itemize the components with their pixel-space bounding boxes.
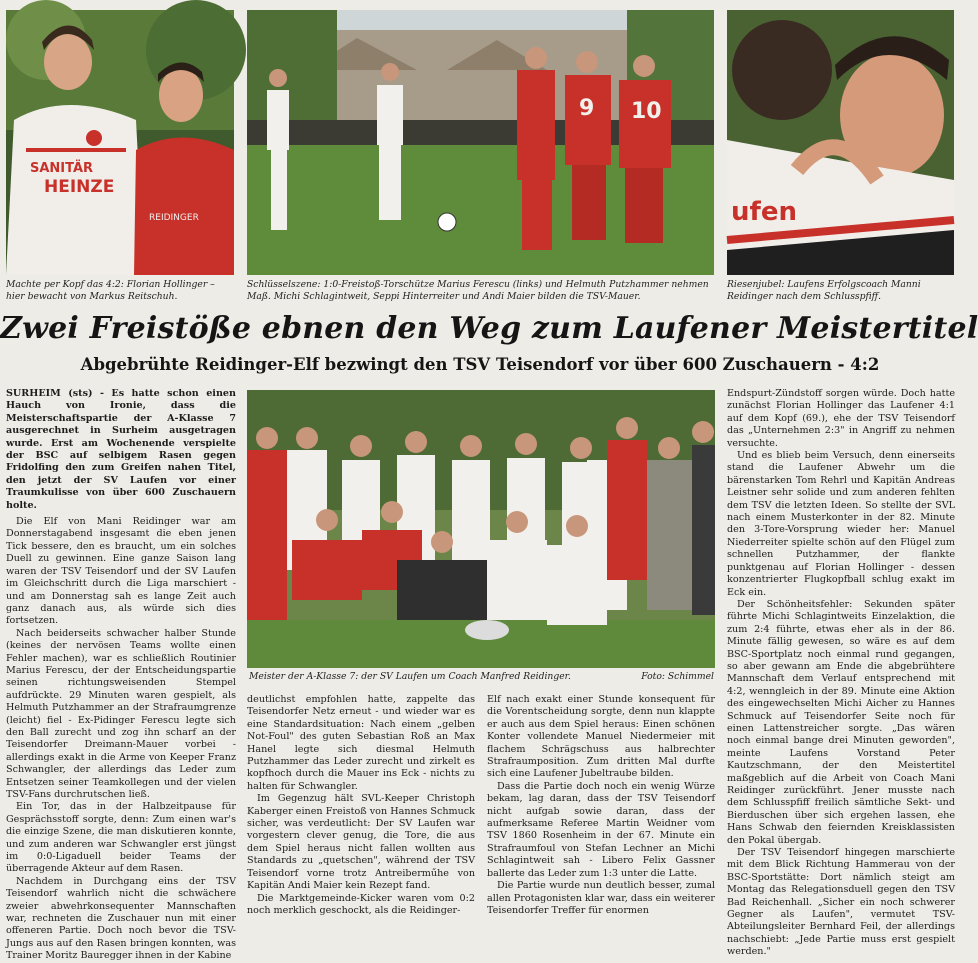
paragraph: Im Gegenzug hält SVL-Keeper Christoph Kaberger einen Freistoß von Hannes Schmuck sicher, was verdeutlicht: Der SV Laufen war vorgestern clever genug, die Tore, die aus dem Spiel heraus nicht fallen wollten aus Standards zu „quetschen", während der TSV Teisendorf vorne trotz Antreiberműhe von Kapitän Andi Maier kein Rezept fand.	[247, 793, 475, 892]
jersey-text-laufen: ufen	[731, 197, 797, 227]
lead-text: - Es hatte schon einen Hauch von Ironie, dass die Meisterschaftspartie der A-Klasse 7 ausgerechnet in Surheim ausgetragen wurde. Erst am Wochenende verspielte der BSC auf selbigem Rasen gegen Fridolfing den zum Greifen nahen Titel, den jetzt der SV Laufen vor einer Traumkulisse von über 600 Zuschauern holte.	[6, 388, 236, 511]
paragraph: Der Schönheitsfehler: Sekunden später führte Michi Schlagintweits Einzelaktion, die zum 2:4 führte, etwas eher als in der 86. Minute fällig gewesen, so wäre es auf dem BSC-Sportplatz noch einmal rund gegangen, so aber gewann am Ende die abgebrühtere Mannschaft dem Verlauf entsprechend mit 4:2, wenngleich in der 89. Minute eine Aktion des eingewechselten Michi Aicher zu Hannes Schmuck auf Teisendorfer Seite noch für einen Lattenstreicher sorgte. „Das wären noch einmal bange drei Minuten geworden", meinte Laufens Vorstand Peter Kautzschmann, der den Meistertitel maßgeblich auf die Arbeit von Coach Mani Reidinger zurückführt. Jener musste nach dem Schlusspfiff freilich sämtliche Sekt- und Bierduschen über sich ergehen lassen, ehe Hans Schwab den feiernden Kreisklassisten den Pokal übergab.	[727, 598, 955, 846]
article-column-3	[487, 694, 715, 916]
article-column-2	[247, 694, 475, 916]
jersey-text-heinze: HEINZE	[44, 177, 115, 197]
jersey-text-sanitaer: SANITÄR	[30, 161, 94, 176]
paragraph: Die Marktgemeinde-Kicker waren vom 0:2 noch merklich geschockt, als die Reidinger-	[247, 892, 475, 916]
paragraph: deutlichst empfohlen hatte, zappelte das Teisendorfer Netz erneut - und wieder war es eine Standardsituation: Nach einem „gelben Not-Foul" des guten Sebastian Roß an Max Hanel legte sich diesmal Helmuth Putzhammer das Leder zurecht und zirkelt es kopfhoch durch die Mauer ins Eck - nichts zu halten für Schwangler.	[247, 694, 475, 792]
photo-team	[247, 390, 715, 668]
article-lead	[6, 388, 236, 512]
paragraph: Ein Tor, das in der Halbzeitpause für Gesprächsstoff sorgte, denn: Zum einen war's die einzige Szene, die man diskutieren konnte, und zum anderen war Schwangler erst jüngst im 0:0-Ligaduell beider Teams der überragende Akteur auf dem Rasen.	[6, 801, 236, 875]
jersey-text-reidinger: REIDINGER	[149, 213, 199, 223]
paragraph: Dass die Partie doch noch ein wenig Würze bekam, lag daran, dass der TSV Teisendorf nicht aufgab sowie daran, dass der aufmerksame Referee Martin Weidner vom TSV 1860 Rosenheim in der 67. Minute ein Strafraumfoul von Stefan Lechner an Michi Schlagintweit sah - Libero Felix Gassner ballerte das Leder zum 1:3 unter die Latte.	[487, 780, 715, 879]
jersey-number-9: 9	[579, 96, 595, 121]
paragraph: Nach beiderseits schwacher halber Stunde (keines der nervösen Teams wollte einen Fehler machen), war es schließlich Routinier Marius Ferescu, der der Entscheidungspartie seinen richtungsweisenden Stempel aufdrückte. 29 Minuten waren gespielt, als Helmuth Putzhammer an der Strafraumgrenze (leicht) fiel - Ex-Pidinger Ferescu legte sich den Ball zurecht und zog ihn scharf an der Teisendorfer Dreimann-Mauer vorbei - allerdings exakt in die Arme von Keeper Franz Schwangler, der allerdings das Leder zum Entsetzen seiner Teamkollegen und der vielen TSV-Fans durchrutschen ließ.	[6, 627, 236, 800]
dateline: SURHEIM (sts)	[6, 388, 93, 399]
paragraph: Der TSV Teisendorf hingegen marschierte mit dem Blick Richtung Hammerau von der BSC-Sportstätte: Dort nämlich steigt am Montag das Relegationsduell gegen den TSV Bad Reichenhall. „Sicher ein noch schwerer Gegner als Laufen", vermutet TSV-Abteilungsleiter Bernhard Feil, der allerdings nachschiebt: „Jede Partie muss erst gespielt werden."	[727, 847, 955, 958]
photo-freekick	[247, 10, 714, 275]
photo-credit: Foto: Schimmel	[641, 671, 714, 682]
caption-celebration: Riesenjubel: Laufens Erfolgscoach Manni Reidinger nach dem Schlusspfiff.	[727, 279, 921, 302]
article-column-4	[727, 388, 955, 958]
photo-hollinger	[6, 10, 234, 275]
jersey-number-10: 10	[631, 99, 662, 124]
caption-hollinger: Machte per Kopf das 4:2: Florian Hollinger – hier bewacht von Markus Reitschuh.	[6, 279, 215, 302]
headline: Zwei Freistöße ebnen den Weg zum Laufener Meistertitel	[0, 311, 978, 346]
paragraph: Nachdem in Durchgang eins der TSV Teisendorf wahrlich nicht die schwächere zweier abwehrkonsequenter Mannschaften war, rechneten die Zuschauer nun mit einer offeneren Partie. Doch noch bevor die TSV-Jungs aus auf den Rasen bringen konnten, was Trainer Moritz Bauregger ihnen in der Kabine	[6, 875, 236, 962]
subheadline: Abgebrühte Reidinger-Elf bezwingt den TSV Teisendorf vor über 600 Zuschauern - 4:2	[80, 355, 880, 374]
paragraph: Die Partie wurde nun deutlich besser, zumal allen Protagonisten klar war, dass ein weiterer Teisendorfer Treffer für enormen	[487, 880, 715, 916]
photo-celebration	[727, 10, 954, 275]
caption-freekick: Schlüsselszene: 1:0-Freistoß-Torschütze Marius Ferescu (links) und Helmuth Putzhammer nehmen Maß. Michi Schlagintweit, Seppi Hinterreiter und Andi Maier bilden die TSV-Mauer.	[247, 279, 709, 302]
article-column-1	[6, 388, 236, 962]
paragraph: Und es blieb beim Versuch, denn einerseits stand die Laufener Abwehr um die bärenstarken Tom Rehrl und Kapitän Andreas Leistner sehr solide und zum anderen fehlten dem TSV die letzten Ideen. So stellte der SVL nach einem Musterkonter in der 82. Minute den 3-Tore-Vorsprung wieder her: Manuel Niederreiter spielte schön auf den Flügel zum schnellen Putzhammer, der flankte punktgenau auf Florian Hollinger - dessen konzentrierter Flugkopfball schlug exakt im Eck ein.	[727, 450, 955, 598]
paragraph: Die Elf von Mani Reidinger war am Donnerstagabend insgesamt die eben jenen Tick bessere, den es braucht, um ein solches Duell zu gewinnen. Eine ganze Saison lang waren der TSV Teisendorf und der SV Laufen im Gleichschritt durch die Liga marschiert - und am Donnerstag sah es lange Zeit auch ganz danach aus, als würde sich dies fortsetzen.	[6, 516, 236, 627]
caption-team: Meister der A-Klasse 7: der SV Laufen um Coach Manfred Reidinger.	[249, 671, 571, 682]
paragraph: Elf nach exakt einer Stunde konsequent für die Vorentscheidung sorgte, denn nun klappte er auch aus dem Spiel heraus: Einen schönen Konter vollendete Manuel Niedermeier mit flachem Schrägschuss aus halbrechter Strafraumposition. Zum dritten Mal durfte sich eine Laufener Jubeltraube bilden.	[487, 694, 715, 780]
paragraph: Endspurt-Zündstoff sorgen würde. Doch hatte zunächst Florian Hollinger das Laufener 4:1 auf dem Kopf (69.), ehe der TSV Teisendorf das „Unternehmen 2:3" in Angriff zu nehmen versuchte.	[727, 388, 955, 449]
